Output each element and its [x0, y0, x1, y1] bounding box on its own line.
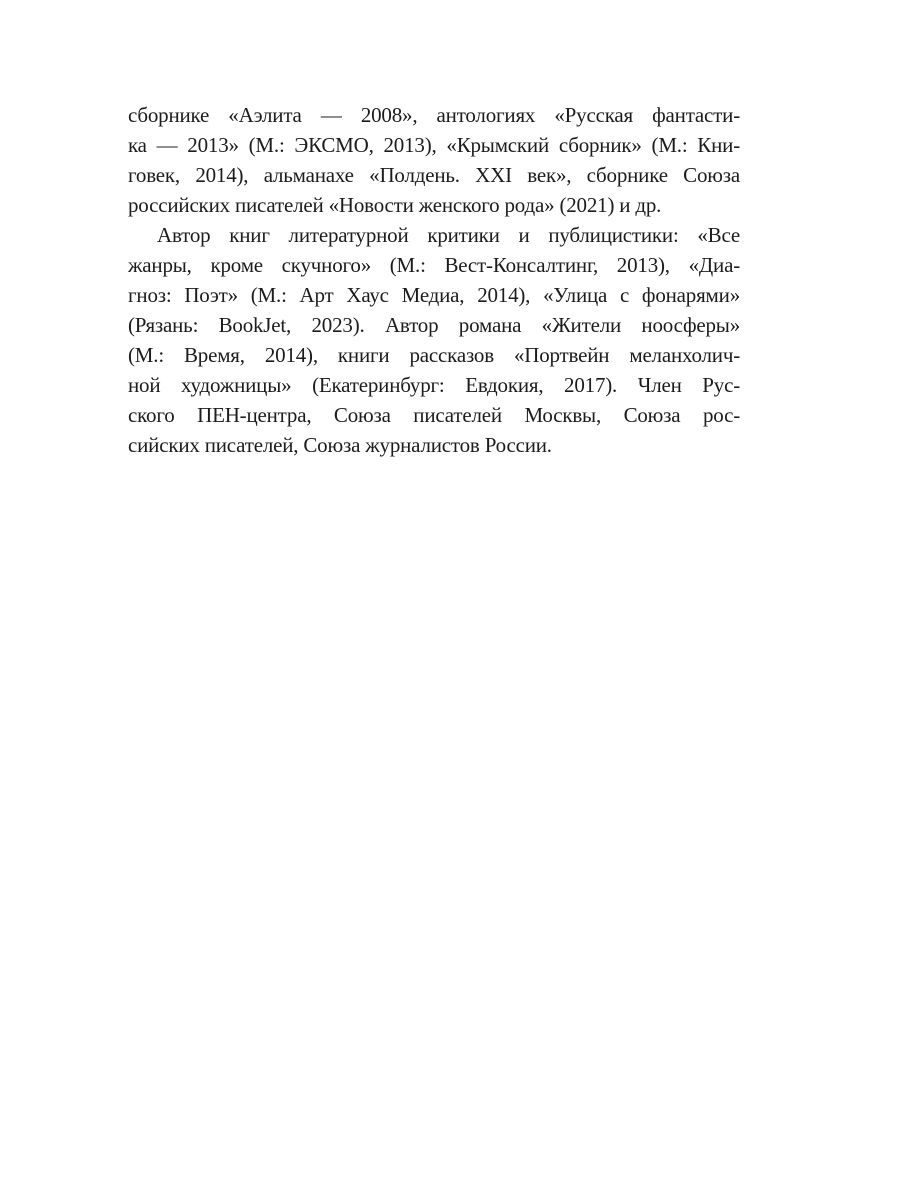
text-line: (М.: Время, 2014), книги рассказов «Портвейн меланхолич-: [128, 343, 740, 367]
text-line: ка — 2013» (М.: ЭКСМО, 2013), «Крымский сборник» (М.: Кни-: [128, 133, 740, 157]
text-line: сборнике «Аэлита — 2008», антологиях «Русская фантасти-: [128, 103, 740, 127]
text-line: ной художницы» (Екатеринбург: Евдокия, 2017). Член Рус-: [128, 373, 740, 397]
text-line: ского ПЕН-центра, Союза писателей Москвы, Союза рос-: [128, 403, 740, 427]
text-line: гноз: Поэт» (М.: Арт Хаус Медиа, 2014), «Улица с фонарями»: [128, 283, 740, 307]
paragraph-author-books: [128, 220, 740, 460]
text-line: (Рязань: BookJet, 2023). Автор романа «Жители ноосферы»: [128, 313, 740, 337]
text-line: жанры, кроме скучного» (М.: Вест-Консалтинг, 2013), «Диа-: [128, 253, 740, 277]
text-line: говек, 2014), альманахе «Полдень. XXI век», сборнике Союза: [128, 163, 740, 187]
text-line: сийских писателей, Союза журналистов России.: [128, 433, 552, 457]
paragraph-continued: [128, 100, 740, 220]
text-line: российских писателей «Новости женского рода» (2021) и др.: [128, 193, 662, 217]
text-block: [128, 100, 740, 460]
text-line: Автор книг литературной критики и публицистики: «Все: [157, 223, 740, 247]
